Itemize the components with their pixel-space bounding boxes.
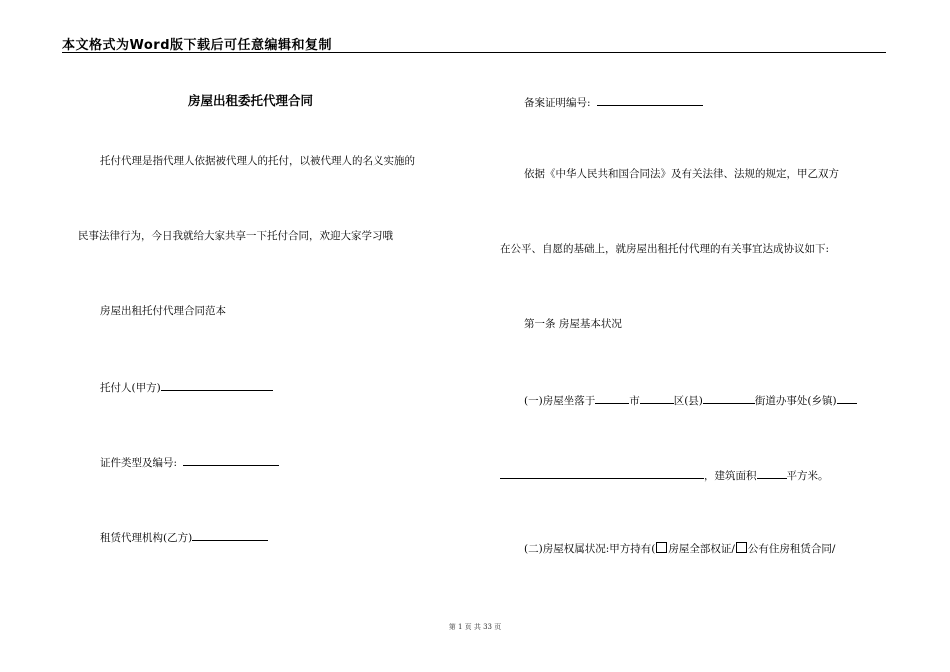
location-line bbox=[524, 392, 857, 408]
ownership-checkbox-2[interactable] bbox=[736, 542, 747, 553]
party-a-blank[interactable] bbox=[161, 379, 273, 391]
record-no-line bbox=[524, 94, 703, 110]
location-street: 街道办事处(乡镇) bbox=[754, 395, 837, 407]
intro-line-2: 民事法律行为，今日我就给大家共享一下托付合同，欢迎大家学习哦 bbox=[78, 230, 393, 242]
ownership-option-2: 公有住房租赁合同/ bbox=[747, 543, 836, 555]
area-unit: 平方米。 bbox=[786, 470, 829, 482]
location-city: 市 bbox=[629, 395, 640, 407]
location-prefix: (一)房屋坐落于 bbox=[524, 395, 596, 407]
ownership-checkbox-1[interactable] bbox=[656, 542, 667, 553]
address-blank[interactable] bbox=[500, 467, 704, 479]
street-blank[interactable] bbox=[703, 392, 755, 404]
party-b-line bbox=[100, 529, 268, 545]
basis-line-2: 在公平、自愿的基础上，就房屋出租托付代理的有关事宜达成协议如下: bbox=[500, 243, 830, 255]
page-footer: 第 1 页 共 33 页 bbox=[448, 623, 502, 631]
id-type-label: 证件类型及编号: bbox=[100, 457, 178, 469]
ownership-prefix: (二)房屋权属状况:甲方持有( bbox=[524, 543, 656, 555]
right-column bbox=[500, 0, 888, 640]
party-b-label: 租赁代理机构(乙方) bbox=[100, 532, 193, 544]
district-blank[interactable] bbox=[640, 392, 674, 404]
intro-line-1: 托付代理是指代理人依据被代理人的托付，以被代理人的名义实施的 bbox=[100, 155, 415, 167]
ownership-option-1: 房屋全部权证/ bbox=[668, 543, 735, 555]
party-b-blank[interactable] bbox=[192, 529, 268, 541]
id-type-blank[interactable] bbox=[183, 454, 279, 466]
area-blank[interactable] bbox=[757, 467, 787, 479]
sample-title: 房屋出租托付代理合同范本 bbox=[100, 305, 226, 317]
ownership-line bbox=[524, 542, 835, 556]
location-district: 区(县) bbox=[673, 395, 703, 407]
article-1-heading: 第一条 房屋基本状况 bbox=[524, 318, 622, 330]
record-no-label: 备案证明编号: bbox=[524, 97, 591, 109]
document-title: 房屋出租委托代理合同 bbox=[188, 93, 314, 108]
street-tail-blank[interactable] bbox=[837, 392, 857, 404]
city-blank[interactable] bbox=[595, 392, 629, 404]
party-a-line bbox=[100, 379, 273, 395]
record-no-blank[interactable] bbox=[597, 94, 703, 106]
id-type-line bbox=[100, 454, 279, 470]
area-prefix: ，建筑面积 bbox=[704, 470, 757, 482]
area-line bbox=[500, 467, 829, 483]
header-text: 本文格式为Word版下载后可任意编辑和复制 bbox=[62, 38, 333, 53]
basis-line-1: 依据《中华人民共和国合同法》及有关法律、法规的规定，甲乙双方 bbox=[524, 168, 839, 180]
left-column bbox=[62, 0, 462, 640]
party-a-label: 托付人(甲方) bbox=[100, 382, 161, 394]
